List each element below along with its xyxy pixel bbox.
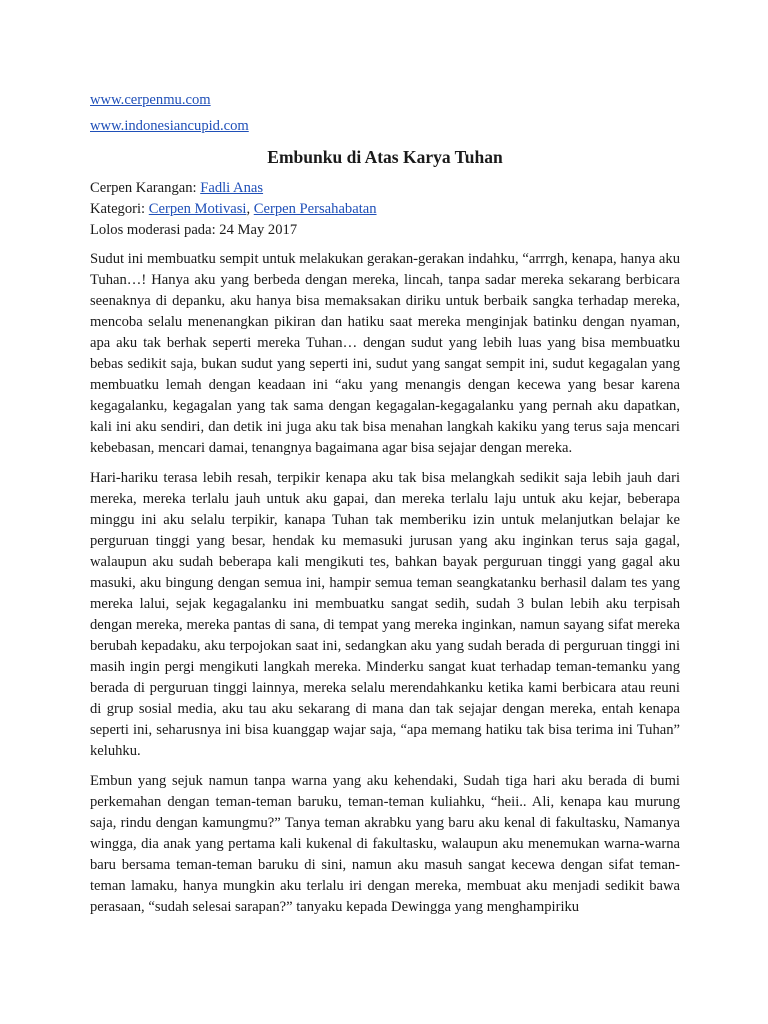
paragraph: Sudut ini membuatku sempit untuk melakukan gerakan-gerakan indahku, “arrrgh, kenapa, hanya aku Tuhan…! Hanya aku yang berbeda dengan mereka, lincah, tanpa sadar mereka sekarang berbicara seenaknya di depanku, aku hanya bisa memaksakan diriku untuk berbaik sangka terhadap mereka, mencoba selalu menenangkan pikiran dan hatiku saat mereka menginjak batinku dengan nyaman, apa aku tak berhak seperti mereka Tuhan… dengan sudut yang lebih luas yang bisa membuatku bebas sedikit saja, bukan sudut yang seperti ini, sudut yang sangat sempit ini, sudut kegagalan yang membuatku lemah dengan keadaan ini “aku yang menangis dengan kecewa yang besar karena kegagalanku, kegagalan yang tak sama dengan kegagalan-kegagalanku yang pernah aku dapatkan, kali ini aku sendiri, dan detik ini juga aku tak bisa menahan langkah kakiku yang terus saja mencari kebebasan, mencari damai, tenangnya bagaimana agar bisa sejajar dengan mereka.	[90, 251, 680, 456]
author-link[interactable]: Fadli Anas	[200, 180, 264, 196]
author-label: Cerpen Karangan:	[90, 180, 201, 196]
author-line	[90, 178, 680, 199]
category-link-persahabatan[interactable]: Cerpen Persahabatan	[253, 201, 377, 217]
document-content	[90, 90, 680, 927]
link-indonesiancupid[interactable]: www.indonesiancupid.com	[90, 118, 249, 134]
paragraph: Hari-hariku terasa lebih resah, terpikir kenapa aku tak bisa melangkah sedikit saja lebih jauh dari mereka, mereka terlalu jauh untuk aku gapai, dan mereka terlalu laju untuk aku kejar, beberapa minggu ini aku selalu terpikir, kanapa Tuhan tak memberiku izin untuk melanjutkan belajar ke perguruan tinggi yang besar, hendak ku memasuki jurusan yang aku inginkan terus saja gagal, walaupun aku sudah beberapa kali mengikuti tes, bahkan bayak perguruan tinggi yang gagal aku masuki, aku bingung dengan semua ini, hampir semua teman seangkatanku berhasil dalam tes yang mereka lalui, sejak kegagalanku ini membuatku sangat sedih, sudah 3 bulan lebih aku terpisah dengan mereka, mereka pantas di sana, di tempat yang mereka inginkan, namun sayang sifat mereka berubah kepadaku, aku terpojokan saat ini, sedangkan aku yang sudah berada di perguruan tinggi ini masih ingin pergi mengikuti langkah mereka. Minderku sangat kuat terhadap teman-temanku yang berada di perguruan tinggi lainnya, mereka selalu merendahkanku ketika kami berbicara atau reuni di grup sosial media, aku tau aku sekarang di mana dan tak sejajar dengan mereka, entah kenapa seperti ini, seharusnya ini bisa kuanggap wajar saja, “apa memang hatiku tak bisa terima ini Tuhan” keluhku.	[90, 470, 680, 759]
story-meta	[90, 178, 680, 241]
story-body	[90, 249, 680, 918]
link-cerpenmu[interactable]: www.cerpenmu.com	[90, 92, 211, 108]
category-label: Kategori:	[90, 201, 149, 217]
paragraph: Embun yang sejuk namun tanpa warna yang aku kehendaki, Sudah tiga hari aku berada di bumi perkemahan dengan teman-teman baruku, teman-teman kuliahku, “heii.. Ali, kenapa kau murung saja, rindu dengan kamungmu?” Tanya teman akrabku yang baru aku kenal di fakultasku, Namanya wingga, dia anak yang pertama kali kukenal di fakultasku, walaupun aku menemukan warna-warna baru bersama teman-teman baruku di sini, namun aku masuh sangat kecewa dengan sifat teman-teman lamaku, hanya mungkin aku terlalu iri dengan mereka, membuat aku menjadi sedikit bawa perasaan, “sudah selesai sarapan?” tanyaku kepada Dewingga yang menghampiriku	[90, 773, 680, 915]
category-separator: ,	[246, 201, 254, 217]
category-link-motivasi[interactable]: Cerpen Motivasi	[148, 201, 247, 217]
category-line	[90, 199, 680, 220]
moderation-date: Lolos moderasi pada: 24 May 2017	[90, 222, 298, 238]
story-title: Embunku di Atas Karya Tuhan	[267, 147, 503, 167]
